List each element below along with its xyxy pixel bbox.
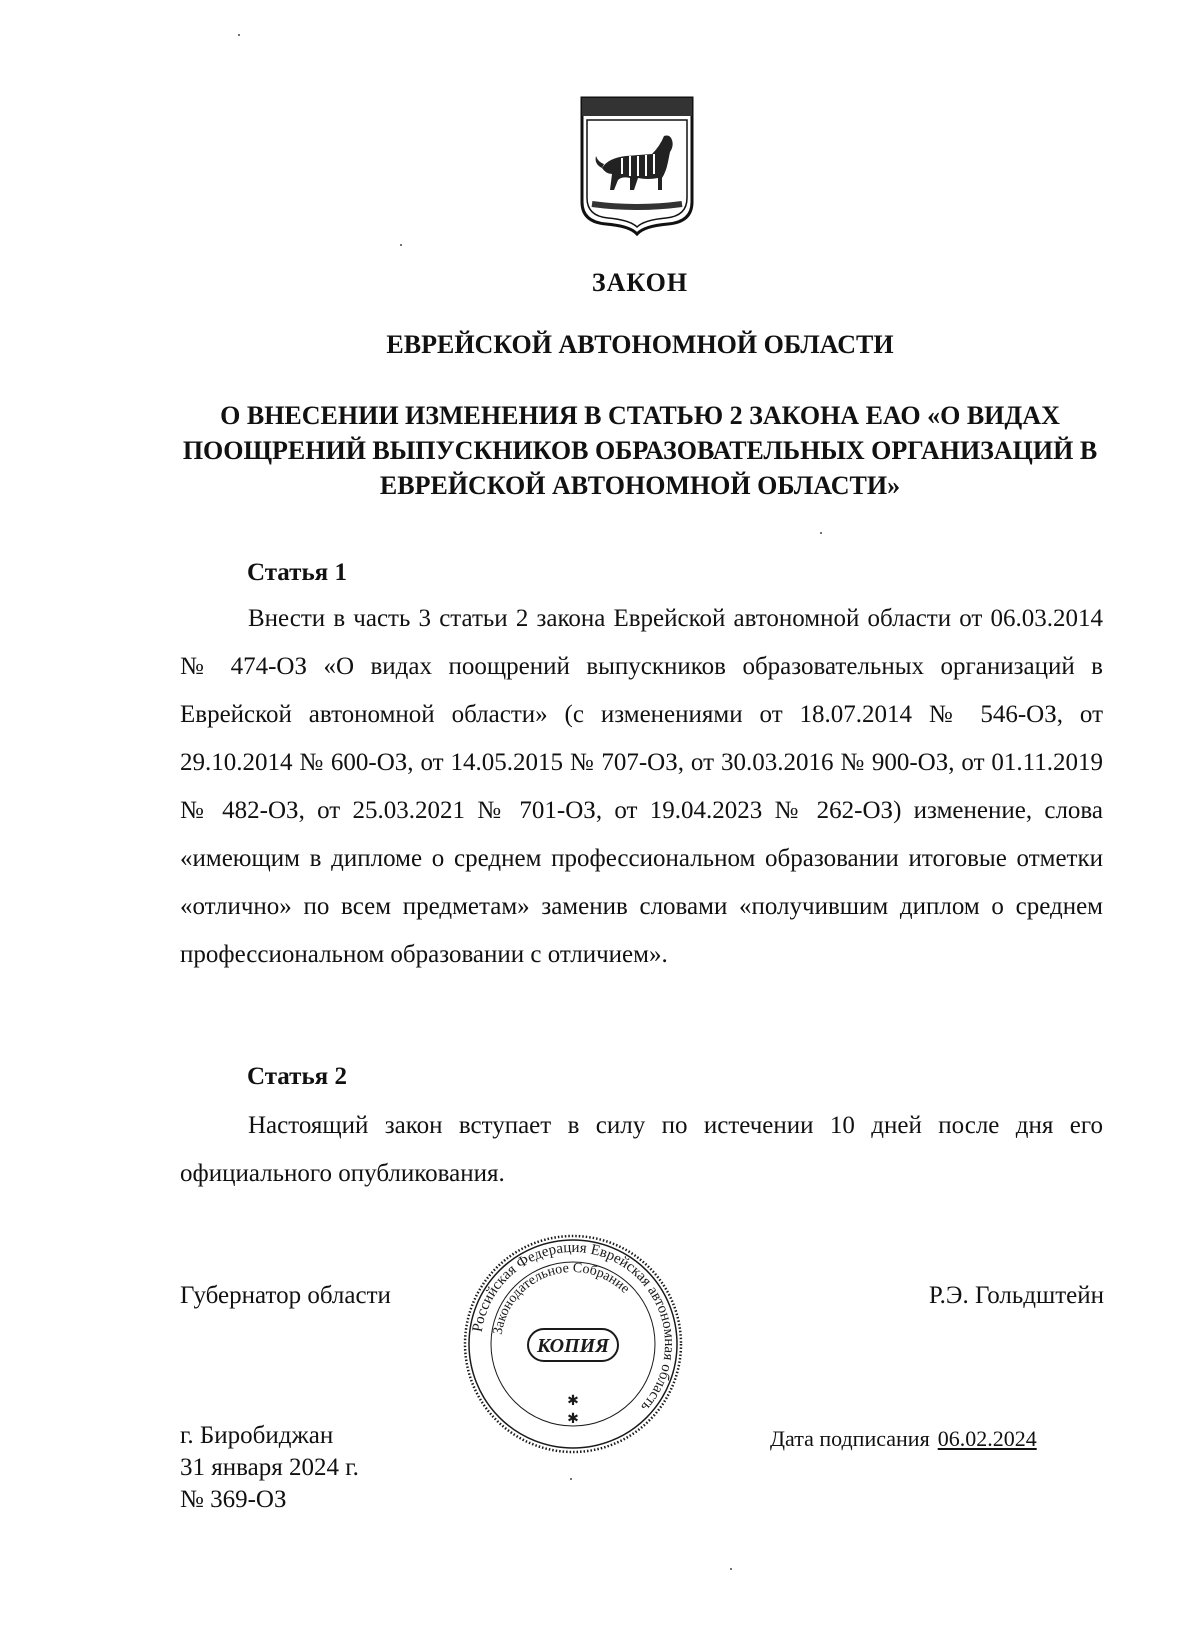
signing-date-value: 06.02.2024 [937, 1426, 1037, 1451]
signatory-position: Губернатор области [180, 1282, 391, 1309]
scan-speck [820, 532, 822, 534]
article-1-heading: Статья 1 [247, 559, 347, 586]
issue-date: 31 января 2024 г. [180, 1454, 359, 1481]
seal-center-text: КОПИЯ [537, 1335, 609, 1357]
signing-date-line [770, 1426, 1037, 1452]
scan-speck [730, 1568, 732, 1570]
article-1-text: Внести в часть 3 статьи 2 закона Еврейской автономной области от 06.03.2014 № 474-ОЗ «О видах поощрений выпускников образовательных организаций в Еврейской автономной области» (с изменениями от 18.07.2014 № 546-ОЗ, от 29.10.2014 № 600-ОЗ, от 14.05.2015 № 707-ОЗ, от 30.03.2016 № 900-ОЗ, от 01.11.2019 № 482-ОЗ, от 25.03.2021 № 701-ОЗ, от 19.04.2023 № 262-ОЗ) изменение, слова «имеющим в дипломе о среднем профессиональном образовании итоговые отметки «отлично» по всем предметам» заменив словами «получившим диплом о среднем профессиональном образовании с отличием». [180, 605, 1103, 968]
official-seal [462, 1233, 684, 1455]
seal-inner-text: Законодательное Собрание [490, 1260, 633, 1336]
document-type-heading: ЗАКОН [591, 268, 689, 297]
scan-speck [570, 1478, 572, 1480]
law-number: № 369-ОЗ [180, 1486, 287, 1513]
law-title: О ВНЕСЕНИИ ИЗМЕНЕНИЯ В СТАТЬЮ 2 ЗАКОНА ЕАО «О ВИДАХ ПООЩРЕНИЙ ВЫПУСКНИКОВ ОБРАЗОВАТЕЛЬНЫХ ОРГАНИЗАЦИЙ В ЕВРЕЙСКОЙ АВТОНОМНОЙ ОБЛАСТИ» [182, 401, 1098, 500]
star-icon: ✱ [567, 1394, 579, 1409]
star-icon: ✱ [567, 1412, 579, 1427]
scan-speck [238, 34, 240, 36]
coat-of-arms-icon [578, 94, 696, 236]
signatory-name: Р.Э. Гольдштейн [928, 1282, 1104, 1309]
article-2-text: Настоящий закон вступает в силу по истечении 10 дней после дня его официального опубликования. [180, 1112, 1103, 1187]
issue-details [180, 1420, 359, 1516]
seal-outer-text: Российская Федерация Еврейская автономная область [469, 1239, 678, 1415]
scan-speck [400, 244, 402, 246]
region-heading: ЕВРЕЙСКОЙ АВТОНОМНОЙ ОБЛАСТИ [386, 330, 894, 359]
article-2-heading: Статья 2 [247, 1063, 347, 1090]
issue-city: г. Биробиджан [180, 1422, 334, 1449]
signing-date-label: Дата подписания [770, 1426, 930, 1451]
